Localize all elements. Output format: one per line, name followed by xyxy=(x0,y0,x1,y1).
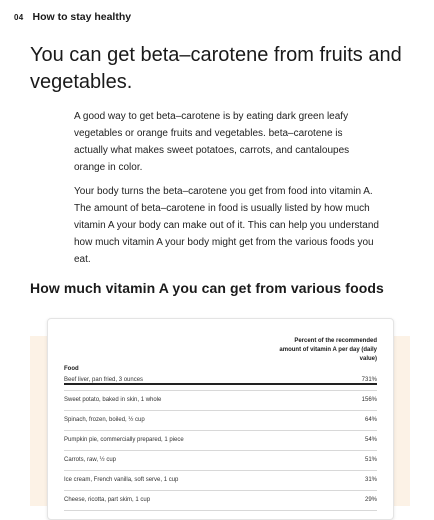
table-row xyxy=(64,431,377,451)
table-row xyxy=(64,371,377,391)
table-row xyxy=(64,411,377,431)
table-heading: How much vitamin A you can get from various foods xyxy=(30,280,384,296)
percent-cell: 31% xyxy=(364,477,377,483)
percent-cell: 731% xyxy=(361,377,377,383)
food-cell: Cheese, ricotta, part skim, 1 cup xyxy=(64,497,151,503)
section-number: 04 xyxy=(14,12,24,22)
percent-cell: 64% xyxy=(364,417,377,423)
table-row xyxy=(64,451,377,471)
percent-cell: 54% xyxy=(364,437,377,443)
paragraph-intro: A good way to get beta–carotene is by eating dark green leafy vegetables or orange fruits and vegetables. beta–carotene is actually what makes sweet potatoes, carrots, and cantaloupes orange in color. xyxy=(74,111,350,173)
food-cell: Sweet potato, baked in skin, 1 whole xyxy=(64,397,162,403)
percent-cell: 156% xyxy=(361,397,377,403)
food-cell: Beef liver, pan fried, 3 ounces xyxy=(64,377,144,383)
column-header-food: Food xyxy=(64,366,79,372)
section-header xyxy=(14,11,131,23)
food-cell: Carrots, raw, ½ cup xyxy=(64,457,117,463)
table-body xyxy=(64,371,377,511)
percent-cell: 29% xyxy=(364,497,377,503)
vitamin-a-table xyxy=(47,318,394,520)
section-title: How to stay healthy xyxy=(32,11,132,23)
percent-cell: 51% xyxy=(364,457,377,463)
table-row xyxy=(64,391,377,411)
food-cell: Pumpkin pie, commercially prepared, 1 piece xyxy=(64,437,184,443)
food-cell: Spinach, frozen, boiled, ½ cup xyxy=(64,417,145,423)
table-row xyxy=(64,491,377,511)
page-title: You can get beta–carotene from fruits and vegetables. xyxy=(30,44,402,93)
food-cell: Ice cream, French vanilla, soft serve, 1 cup xyxy=(64,477,179,483)
paragraph-conversion: Your body turns the beta–carotene you get from food into vitamin A. The amount of beta–carotene in food is usually listed by how much vitamin A your body can make out of it. This can help you understand how much vitamin A your body might get from the various foods you eat. xyxy=(74,186,379,265)
column-header-percent: Percent of the recommended amount of vitamin A per day (daily value) xyxy=(279,338,377,362)
table-row xyxy=(64,471,377,491)
